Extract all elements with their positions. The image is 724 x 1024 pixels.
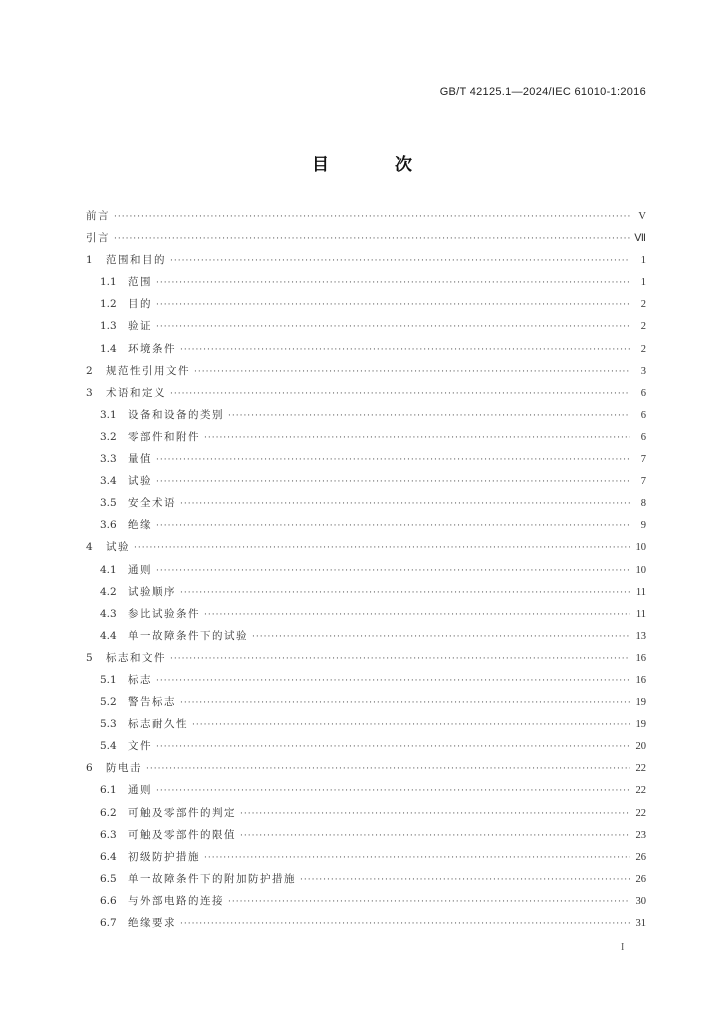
page-title: 目 次 <box>312 155 442 175</box>
toc-entry[interactable] <box>86 915 646 937</box>
toc-entry[interactable] <box>86 562 646 584</box>
toc-entry-page: 3 <box>640 365 646 377</box>
toc-entry-label: 设备和设备的类别 <box>128 408 224 421</box>
toc-entry-number: 4.3 <box>100 607 117 620</box>
toc-leader-dots <box>114 212 630 222</box>
toc-entry-page: 1 <box>640 255 646 267</box>
toc-leader-dots <box>156 300 630 310</box>
toc-entry-label: 初级防护措施 <box>128 850 200 863</box>
toc-leader-dots <box>156 742 630 752</box>
toc-entry-label: 可触及零部件的判定 <box>128 806 236 819</box>
toc-entry-number: 5.3 <box>100 718 117 731</box>
toc-leader-dots <box>252 632 630 642</box>
toc-entry-label: 规范性引用文件 <box>106 364 190 377</box>
toc-entry[interactable] <box>86 341 646 363</box>
toc-entry-label: 范围和目的 <box>106 254 166 267</box>
toc-entry[interactable] <box>86 318 646 340</box>
toc-entry-number: 2 <box>86 364 93 377</box>
toc-entry-number: 3.5 <box>100 497 117 510</box>
toc-entry[interactable] <box>86 606 646 628</box>
toc-entry-number: 4 <box>86 541 93 554</box>
toc-entry-number: 5.2 <box>100 696 117 709</box>
toc-entry-number: 1.2 <box>100 298 117 311</box>
toc-entry-label: 防电击 <box>106 762 142 775</box>
toc-entry-label: 试验 <box>128 475 152 488</box>
toc-entry[interactable] <box>86 628 646 650</box>
toc-leader-dots <box>204 433 630 443</box>
toc-entry-page: 2 <box>640 343 646 355</box>
toc-entry[interactable] <box>86 782 646 804</box>
toc-entry-label: 试验 <box>106 541 130 554</box>
toc-entry-page: 22 <box>635 785 646 797</box>
toc-entry-number: 6.2 <box>100 806 117 819</box>
toc-entry-label: 量值 <box>128 453 152 466</box>
toc-entry[interactable] <box>86 871 646 893</box>
toc-entry[interactable] <box>86 672 646 694</box>
toc-entry-page: 19 <box>635 719 646 731</box>
toc-entry[interactable] <box>86 385 646 407</box>
toc-entry[interactable] <box>86 451 646 473</box>
standard-code: GB/T 42125.1—2024/IEC 61010-1:2016 <box>439 86 646 98</box>
toc-entry-page: 19 <box>635 697 646 709</box>
toc-leader-dots <box>170 389 630 399</box>
toc-entry-number: 6.3 <box>100 828 117 841</box>
toc-leader-dots <box>192 720 630 730</box>
toc-entry-label: 单一故障条件下的试验 <box>128 629 248 642</box>
toc-entry-label: 验证 <box>128 320 152 333</box>
toc-entry-number: 6.4 <box>100 850 117 863</box>
toc-entry-page: 10 <box>635 564 646 576</box>
toc-entry-label: 术语和定义 <box>106 386 166 399</box>
toc-leader-dots <box>180 698 630 708</box>
toc-leader-dots <box>170 256 630 266</box>
toc-entry[interactable] <box>86 827 646 849</box>
toc-entry-page: 16 <box>635 652 646 664</box>
toc-entry-number: 6.1 <box>100 784 117 797</box>
toc-entry-number: 4.2 <box>100 585 117 598</box>
toc-entry-label: 标志 <box>128 673 152 686</box>
toc-entry-number: 5.1 <box>100 673 117 686</box>
toc-entry-page: 30 <box>635 895 646 907</box>
toc-entry-label: 标志耐久性 <box>128 718 188 731</box>
toc-entry-page: 22 <box>635 807 646 819</box>
toc-entry-number: 1.3 <box>100 320 117 333</box>
table-of-contents <box>86 208 646 937</box>
toc-entry[interactable] <box>86 208 646 230</box>
toc-entry-page: 31 <box>635 918 646 929</box>
toc-entry-page: Ⅶ <box>634 233 646 245</box>
toc-entry-page: 23 <box>635 829 646 841</box>
toc-entry-label: 环境条件 <box>128 342 176 355</box>
toc-entry-page: 7 <box>640 476 646 488</box>
toc-entry[interactable] <box>86 517 646 539</box>
toc-entry[interactable] <box>86 893 646 915</box>
toc-entry-page: 22 <box>635 763 646 775</box>
toc-entry[interactable] <box>86 694 646 716</box>
toc-leader-dots <box>146 764 630 774</box>
toc-leader-dots <box>300 875 630 885</box>
toc-entry[interactable] <box>86 584 646 606</box>
toc-entry-number: 3.3 <box>100 453 117 466</box>
toc-leader-dots <box>114 234 630 244</box>
toc-entry-number: 4.1 <box>100 563 117 576</box>
toc-entry[interactable] <box>86 738 646 760</box>
toc-entry[interactable] <box>86 716 646 738</box>
toc-entry-label: 参比试验条件 <box>128 607 200 620</box>
toc-entry-page: 2 <box>640 321 646 333</box>
toc-entry[interactable] <box>86 429 646 451</box>
toc-entry-page: 7 <box>640 454 646 466</box>
toc-entry-number: 5.4 <box>100 740 117 753</box>
toc-leader-dots <box>240 809 630 819</box>
toc-entry-label: 单一故障条件下的附加防护措施 <box>128 872 296 885</box>
toc-leader-dots <box>156 322 630 332</box>
toc-entry-number: 3.6 <box>100 519 117 532</box>
toc-entry-page: 20 <box>635 741 646 753</box>
toc-leader-dots <box>204 610 630 620</box>
toc-entry[interactable] <box>86 296 646 318</box>
toc-leader-dots <box>228 897 630 907</box>
toc-leader-dots <box>156 786 630 796</box>
toc-leader-dots <box>240 831 630 841</box>
toc-leader-dots <box>156 278 630 288</box>
toc-leader-dots <box>134 543 630 553</box>
toc-entry-number: 1.4 <box>100 342 117 355</box>
toc-leader-dots <box>180 345 630 355</box>
toc-entry[interactable] <box>86 495 646 517</box>
toc-entry-number: 1.1 <box>100 276 117 289</box>
toc-entry[interactable] <box>86 274 646 296</box>
toc-entry-page: 9 <box>640 520 646 532</box>
toc-entry-page: 6 <box>640 387 646 399</box>
toc-entry-number: 5 <box>86 651 93 664</box>
toc-entry-number: 4.4 <box>100 629 117 642</box>
toc-entry-label: 引言 <box>86 232 110 245</box>
toc-entry-page: 2 <box>640 299 646 311</box>
toc-entry-page: 16 <box>635 674 646 686</box>
toc-entry-page: 26 <box>635 873 646 885</box>
toc-leader-dots <box>180 588 630 598</box>
toc-entry-number: 1 <box>86 254 93 267</box>
toc-entry-page: 13 <box>635 630 646 642</box>
toc-leader-dots <box>180 919 630 929</box>
toc-entry-number: 3.2 <box>100 430 117 443</box>
toc-leader-dots <box>194 367 630 377</box>
toc-entry[interactable] <box>86 805 646 827</box>
toc-leader-dots <box>156 521 630 531</box>
toc-leader-dots <box>156 455 630 465</box>
toc-entry-label: 范围 <box>128 276 152 289</box>
toc-leader-dots <box>156 566 630 576</box>
toc-entry-label: 文件 <box>128 740 152 753</box>
toc-entry[interactable] <box>86 252 646 274</box>
toc-entry-page: 11 <box>635 608 646 620</box>
toc-leader-dots <box>180 499 630 509</box>
toc-entry-label: 试验顺序 <box>128 585 176 598</box>
toc-entry[interactable] <box>86 363 646 385</box>
toc-entry-number: 6.7 <box>100 917 117 929</box>
toc-leader-dots <box>204 853 630 863</box>
toc-entry-page: 1 <box>640 277 646 289</box>
toc-entry-label: 目的 <box>128 298 152 311</box>
toc-entry-number: 3.1 <box>100 408 117 421</box>
toc-entry-label: 通则 <box>128 563 152 576</box>
toc-entry-number: 6.5 <box>100 872 117 885</box>
toc-entry[interactable] <box>86 230 646 252</box>
toc-entry-number: 3 <box>86 386 93 399</box>
toc-entry-label: 安全术语 <box>128 497 176 510</box>
toc-entry[interactable] <box>86 539 646 561</box>
toc-entry[interactable] <box>86 407 646 429</box>
toc-entry-label: 通则 <box>128 784 152 797</box>
toc-entry-page: 10 <box>635 542 646 554</box>
toc-entry-page: V <box>638 211 646 222</box>
toc-entry-number: 3.4 <box>100 475 117 488</box>
toc-entry-label: 前言 <box>86 210 110 222</box>
toc-entry[interactable] <box>86 650 646 672</box>
toc-entry-page: 11 <box>635 586 646 598</box>
toc-entry-label: 与外部电路的连接 <box>128 894 224 907</box>
toc-entry-label: 可触及零部件的限值 <box>128 828 236 841</box>
toc-entry-label: 零部件和附件 <box>128 430 200 443</box>
toc-entry-page: 26 <box>635 851 646 863</box>
toc-leader-dots <box>170 654 630 664</box>
toc-entry-page: 6 <box>640 431 646 443</box>
toc-entry-page: 8 <box>640 498 646 510</box>
toc-leader-dots <box>156 676 630 686</box>
toc-entry-label: 标志和文件 <box>106 651 166 664</box>
toc-entry[interactable] <box>86 849 646 871</box>
toc-entry-number: 6.6 <box>100 894 117 907</box>
toc-leader-dots <box>228 411 630 421</box>
toc-entry-label: 绝缘 <box>128 519 152 532</box>
toc-entry-label: 警告标志 <box>128 696 176 709</box>
toc-entry[interactable] <box>86 760 646 782</box>
toc-entry-page: 6 <box>640 409 646 421</box>
toc-entry[interactable] <box>86 473 646 495</box>
footer-page-number: I <box>621 942 625 953</box>
toc-leader-dots <box>156 477 630 487</box>
toc-entry-number: 6 <box>86 762 93 775</box>
toc-entry-label: 绝缘要求 <box>128 917 176 929</box>
